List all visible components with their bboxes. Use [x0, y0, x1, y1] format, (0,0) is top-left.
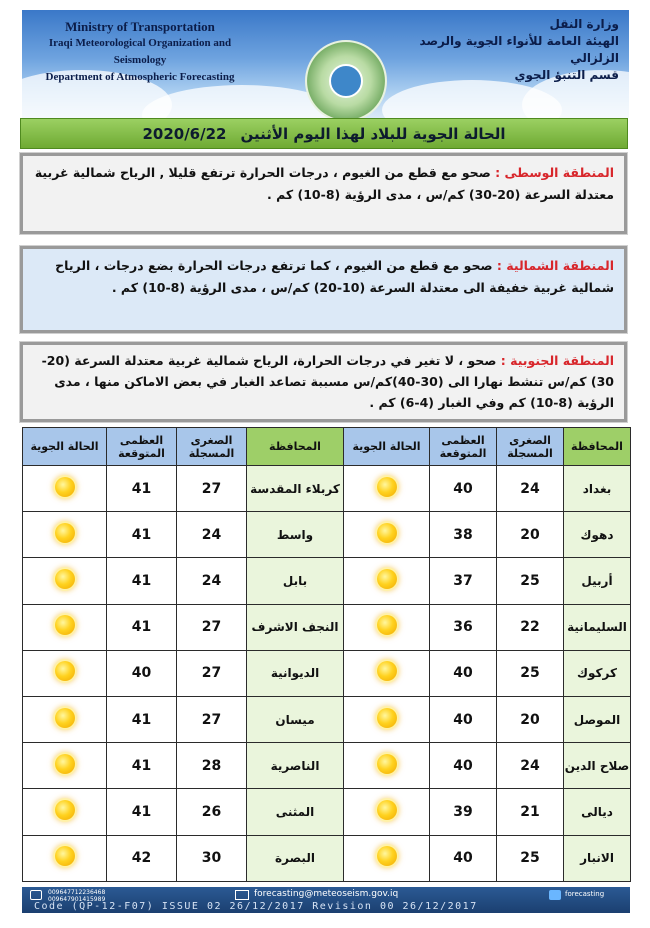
region-name: المنطقة الجنوبية : [500, 353, 614, 368]
sun-icon [55, 477, 75, 497]
department-name-ar: قسم التنبؤ الجوي [514, 68, 619, 82]
region-north [20, 246, 627, 333]
governorate-name: الناصرية [247, 743, 344, 789]
weather-cell [344, 835, 430, 881]
weather-table [22, 427, 631, 882]
sun-icon [55, 661, 75, 681]
max-temp: 41 [107, 558, 177, 604]
governorate-name: الانبار [564, 835, 631, 881]
min-temp: 22 [497, 604, 564, 650]
max-temp: 42 [107, 835, 177, 881]
phone-number: 009647712236468 [48, 889, 106, 896]
governorate-name: بابل [247, 558, 344, 604]
max-temp: 41 [107, 789, 177, 835]
organization-name-en: Iraqi Meteorological Organization and Seismology [48, 37, 232, 66]
sun-icon [55, 615, 75, 635]
region-forecast: صحو مع قطع من الغيوم ، كما ترتفع درجات الحرارة بضع درجات ، الرياح شمالية غربية خفيفة الى معتدلة السرعة (10-20) كم/س ، مدى الرؤية (8-10) كم . [55, 258, 614, 295]
weather-cell [344, 650, 430, 696]
sun-icon [377, 523, 397, 543]
organization-name-ar: الهيئة العامة للأنواء الجوية والرصد الزلزالي [419, 34, 619, 65]
header-weather: الحالة الجوية [23, 428, 107, 466]
max-temp: 40 [430, 466, 497, 512]
region-name: المنطقة الوسطى : [495, 165, 614, 180]
header-max: العظمى المتوقعة [430, 428, 497, 466]
min-temp: 26 [177, 789, 247, 835]
min-temp: 25 [497, 650, 564, 696]
weather-cell [344, 696, 430, 742]
governorate-name: ميسان [247, 696, 344, 742]
header-english [30, 18, 250, 86]
sun-icon [377, 615, 397, 635]
max-temp: 41 [107, 604, 177, 650]
weather-cell [23, 512, 107, 558]
governorate-name: صلاح الدين [564, 743, 631, 789]
sun-icon [55, 800, 75, 820]
region-forecast: صحو ، لا تغير في درجات الحرارة، الرياح شمالية غربية معتدلة السرعة (20-30) كم/س تنشط نهارا الى (30-40)كم/س مسببة تصاعد الغبار في بعض الاماكن منها ، مدى الرؤية (8-10) كم وفي الغبار (4-6) كم . [41, 353, 614, 410]
min-temp: 30 [177, 835, 247, 881]
governorate-name: الموصل [564, 696, 631, 742]
governorate-name: دهوك [564, 512, 631, 558]
weather-cell [344, 743, 430, 789]
table-row [23, 604, 631, 650]
max-temp: 40 [430, 743, 497, 789]
sun-icon [377, 477, 397, 497]
document-code: Code (QP-12-F07) ISSUE 02 26/12/2017 Revision 00 26/12/2017 [34, 901, 478, 912]
min-temp: 24 [177, 512, 247, 558]
table-row [23, 650, 631, 696]
weather-cell [344, 789, 430, 835]
title-text: الحالة الجوية للبلاد لهذا اليوم الأثنين [240, 124, 506, 143]
min-temp: 21 [497, 789, 564, 835]
max-temp: 36 [430, 604, 497, 650]
sun-icon [377, 708, 397, 728]
table-row [23, 696, 631, 742]
page-title [20, 118, 628, 149]
table-row [23, 512, 631, 558]
weather-cell [23, 558, 107, 604]
table-row [23, 558, 631, 604]
governorate-name: البصرة [247, 835, 344, 881]
weather-cell [23, 696, 107, 742]
min-temp: 24 [177, 558, 247, 604]
weather-cell [23, 743, 107, 789]
header-governorate: المحافظة [564, 428, 631, 466]
sun-icon [55, 708, 75, 728]
max-temp: 37 [430, 558, 497, 604]
weather-cell [23, 650, 107, 696]
min-temp: 27 [177, 696, 247, 742]
min-temp: 27 [177, 604, 247, 650]
footer-web[interactable]: forecasting [565, 890, 605, 898]
max-temp: 40 [430, 835, 497, 881]
weather-cell [23, 789, 107, 835]
region-south [20, 342, 627, 422]
max-temp: 39 [430, 789, 497, 835]
sun-icon [55, 846, 75, 866]
email-icon [235, 890, 249, 900]
title-date: 2020/6/22 [142, 124, 227, 143]
sun-icon [55, 569, 75, 589]
min-temp: 24 [497, 466, 564, 512]
max-temp: 41 [107, 743, 177, 789]
min-temp: 27 [177, 650, 247, 696]
header-governorate: المحافظة [247, 428, 344, 466]
governorate-name: كربلاء المقدسة [247, 466, 344, 512]
weather-cell [23, 466, 107, 512]
region-name: المنطقة الشمالية : [496, 258, 614, 273]
department-name-en: Department of Atmospheric Forecasting [45, 71, 235, 83]
governorate-name: الديوانية [247, 650, 344, 696]
table-row [23, 789, 631, 835]
min-temp: 25 [497, 835, 564, 881]
sun-icon [55, 754, 75, 774]
max-temp: 41 [107, 696, 177, 742]
max-temp: 40 [107, 650, 177, 696]
sun-icon [377, 569, 397, 589]
min-temp: 20 [497, 696, 564, 742]
weather-cell [344, 604, 430, 650]
max-temp: 38 [430, 512, 497, 558]
header-min: الصغرى المسجلة [177, 428, 247, 466]
sun-icon [377, 661, 397, 681]
header-weather: الحالة الجوية [344, 428, 430, 466]
min-temp: 24 [497, 743, 564, 789]
weather-cell [23, 604, 107, 650]
footer-email[interactable]: forecasting@meteoseism.gov.iq [254, 889, 399, 899]
sun-icon [377, 846, 397, 866]
table-header-row [23, 428, 631, 466]
web-icon [549, 890, 561, 900]
governorate-name: واسط [247, 512, 344, 558]
weather-cell [344, 512, 430, 558]
header-min: الصغرى المسجلة [497, 428, 564, 466]
max-temp: 41 [107, 512, 177, 558]
organization-logo [305, 40, 387, 118]
region-forecast: صحو مع قطع من الغيوم ، درجات الحرارة ترتفع قليلا , الرياح شمالية غربية معتدلة السرعة (20-30) كم/س ، مدى الرؤية (8-10) كم . [34, 165, 614, 202]
logo-emblem [329, 64, 363, 98]
weather-cell [344, 466, 430, 512]
table-row [23, 466, 631, 512]
header-arabic [379, 16, 619, 84]
sun-icon [377, 754, 397, 774]
min-temp: 28 [177, 743, 247, 789]
governorate-name: ديالى [564, 789, 631, 835]
ministry-name-ar: وزارة النقل [549, 17, 619, 31]
region-central [20, 153, 627, 234]
max-temp: 40 [430, 650, 497, 696]
ministry-name-en: Ministry of Transportation [65, 19, 215, 34]
governorate-name: كركوك [564, 650, 631, 696]
min-temp: 25 [497, 558, 564, 604]
table-row [23, 835, 631, 881]
weather-cell [344, 558, 430, 604]
footer-bar [22, 887, 630, 913]
governorate-name: المثنى [247, 789, 344, 835]
phone-number: 009647901415989 [48, 896, 106, 903]
sun-icon [55, 523, 75, 543]
header-max: العظمى المتوقعة [107, 428, 177, 466]
min-temp: 20 [497, 512, 564, 558]
table-row [23, 743, 631, 789]
max-temp: 40 [430, 696, 497, 742]
phone-icon [30, 890, 42, 900]
max-temp: 41 [107, 466, 177, 512]
governorate-name: أربيل [564, 558, 631, 604]
min-temp: 27 [177, 466, 247, 512]
weather-cell [23, 835, 107, 881]
sun-icon [377, 800, 397, 820]
governorate-name: النجف الاشرف [247, 604, 344, 650]
governorate-name: السليمانية [564, 604, 631, 650]
header-banner [22, 10, 629, 118]
governorate-name: بغداد [564, 466, 631, 512]
